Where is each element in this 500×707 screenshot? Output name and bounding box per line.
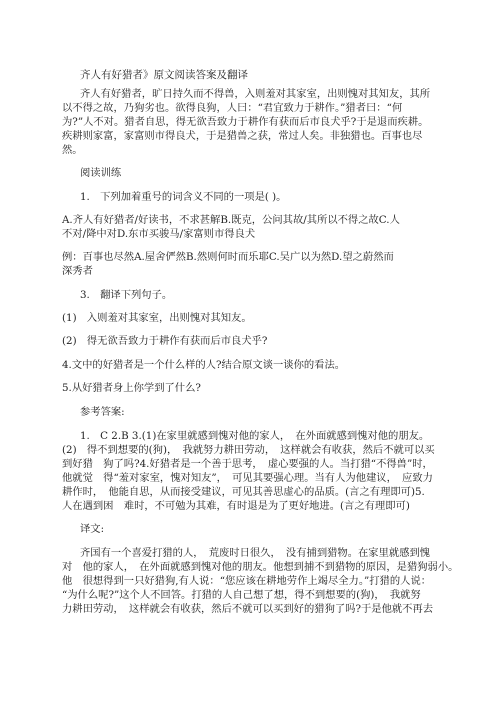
question-1: 1. 下列加着重号的词含义不同的一项是( )。 xyxy=(80,191,287,203)
answer-line: 到好猎 狗了吗?4.好猎者是一个善于思考， 虚心要强的人。当打猎“不得兽”时， xyxy=(62,458,433,470)
translation-line: 他 很想得到一只好猎狗,有人说：“您应该在耕地劳作上竭尽全力。”打猎的人说： xyxy=(62,575,432,587)
original-line: 为?”人不对。猎者自思，得无欲吾致力于耕作有获而后市良犬乎?于是退而疾耕。 xyxy=(62,116,429,128)
answer-line: 人在遇到困 难时，不可勉为其难，有时退是为了更好地进。(言之有理即可) xyxy=(62,500,410,512)
question-3-item-2: (2) 得无欲吾致力于耕作有获而后市良犬乎? xyxy=(62,335,268,347)
translation-heading: 译文: xyxy=(80,523,105,535)
answer-line: 耕作时， 他能自思，从而接受建议，可见其善思虚心的品质。(言之有理即可)5. xyxy=(62,486,425,498)
question-2-options: 深秀者 xyxy=(62,265,93,277)
question-2-options: 例：百事也尽然A.屋舍俨然B.然则何时而乐耶C.吴广以为然D.望之蔚然而 xyxy=(62,251,394,263)
question-3: 3. 翻译下列句子。 xyxy=(80,289,173,301)
original-line: 以不得之故，乃狗劣也。欲得良狗，人曰：“君宜致力于耕作。”猎者曰：“何 xyxy=(62,102,403,114)
exercise-heading: 阅读训练 xyxy=(80,167,122,179)
original-line: 疾耕则家富，家富则市得良犬，于是猎兽之获，常过人矣。非独猎也。百事也尽 xyxy=(62,130,423,142)
translation-line: 齐国有一个喜爱打猎的人， 荒废时日很久， 没有捕到猎物。在家里就感到愧 xyxy=(80,547,431,559)
question-5: 5.从好猎者身上你学到了什么? xyxy=(62,382,201,394)
question-3-item-1: (1) 入则羞对其家室，出则愧对其知友。 xyxy=(62,312,252,324)
translation-line: 对 他的家人， 在外面就感到愧对他的朋友。他想到捕不到猎物的原因，是猎狗弱小。 xyxy=(62,561,459,573)
question-1-options: A.齐人有好猎者/好读书，不求甚解B.既克，公问其故/其所以不得之故C.人 xyxy=(62,214,400,226)
original-line: 齐人有好猎者，旷日持久而不得兽，入则羞对其家室，出则愧对其知友，其所 xyxy=(80,88,431,100)
translation-line: 力耕田劳动， 这样就会有收获，然后不就可以买到好的猎狗了吗?于是他就不再去 xyxy=(62,603,434,615)
answer-heading: 参考答案: xyxy=(80,406,125,418)
document-title: 齐人有好猎者》原文阅读答案及翻译 xyxy=(80,69,248,81)
answer-line: 他就觉 得“羞对家室，愧对知友”， 可见其要强心理。当有人为他建议， 应致力 xyxy=(62,472,433,484)
translation-line: “为什么呢?”这个人不回答。打猎的人自己想了想，得不到想要的(狗)， 我就努 xyxy=(62,589,421,601)
answer-line: 1. C 2.B 3.(1)在家里就感到愧对他的家人， 在外面就感到愧对他的朋友。 xyxy=(80,430,430,442)
question-4: 4.文中的好猎者是一个什么样的人?结合原文谈一谈你的看法。 xyxy=(62,359,346,371)
answer-line: (2) 得不到想要的(狗)， 我就努力耕田劳动， 这样就会有收获，然后不就可以买 xyxy=(62,444,435,456)
original-line: 然。 xyxy=(62,144,83,156)
question-1-options: 不对/降中对D.东市买骏马/家富则市得良犬 xyxy=(62,228,256,240)
